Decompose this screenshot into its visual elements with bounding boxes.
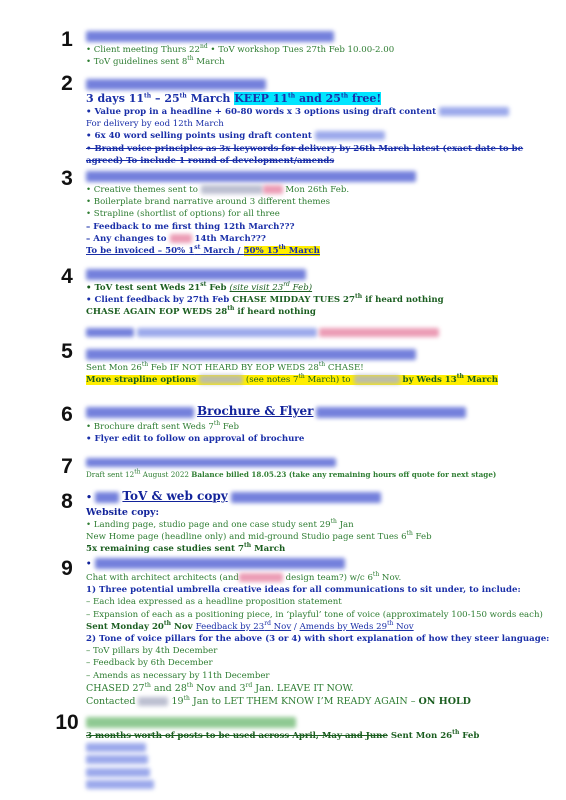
s2-line-5: agreed) To include 1 round of development/amends <box>86 155 335 166</box>
s4-line-2: • Client feedback by 27th Feb CHASE MIDDAY TUES 27th if heard nothing <box>86 293 444 306</box>
section-number-4: 4 <box>61 265 73 288</box>
section-3-title-redacted <box>86 168 552 184</box>
section-number-10: 10 <box>55 711 79 734</box>
section-4-title-redacted <box>86 266 552 282</box>
s8-line-1: • Landing page, studio page and one case study sent 29th Jan <box>86 518 354 530</box>
s9-line-11: Contacted 19th Jan to LET THEM KNOW I’M READY AGAIN – ON HOLD <box>86 694 471 707</box>
section-5-title-redacted <box>86 346 552 362</box>
section-8 <box>86 490 552 556</box>
section-5 <box>86 346 552 386</box>
s10-redacted-1 <box>86 742 552 754</box>
s9-line-10: CHASED 27th and 28th Nov and 3rd Jan. LEAVE IT NOW. <box>86 681 354 694</box>
s9-line-4: – Expansion of each as a positioning piece, in ‘playful’ tone of voice (approximately 100-150 words each) <box>86 609 543 620</box>
s2-line-4: • Brand voice principles as 3x keywords for delivery by 26th March latest (exact date to be <box>86 143 524 154</box>
s8-line-3: 5x remaining case studies sent 7th March <box>86 542 286 555</box>
s5-line-2: More strapline options (see notes 7th March) to by Weds 13th March <box>86 373 498 386</box>
section-4 <box>86 266 552 339</box>
section-7 <box>86 457 552 481</box>
s6-line-2: • Flyer edit to follow on approval of brochure <box>86 434 305 445</box>
s9-line-8: – Feedback by 6th December <box>86 658 213 669</box>
section-1 <box>86 28 552 68</box>
s9-line-5: Sent Monday 20th Nov Feedback by 23rd Nov / Amends by Weds 29th Nov <box>86 619 414 632</box>
section-6 <box>86 405 552 445</box>
section-10 <box>86 714 552 791</box>
section-number-6: 6 <box>61 403 73 426</box>
s9-line-7: – ToV pillars by 4th December <box>86 646 218 657</box>
section-9 <box>86 558 552 708</box>
section-2-title-redacted <box>86 76 552 92</box>
s3-line-2: • Boilerplate brand narrative around 3 different themes <box>86 197 330 208</box>
s3-line-4: – Feedback to me first thing 12th March??? <box>86 221 295 232</box>
s3-line-3: • Strapline (shortlist of options) for all three <box>86 209 280 220</box>
s3-line-1: • Creative themes sent to Mon 26th Feb. <box>86 185 350 195</box>
section-6-title: Brochure & Flyer <box>86 405 552 421</box>
s2-headline: 3 days 11th – 25th March KEEP 11th and 25th free! <box>86 92 382 105</box>
s9-line-2: 1) Three potential umbrella creative ideas for all communications to sit under, to include: <box>86 585 521 596</box>
s10-line-1: 3 months worth of posts to be used across April, May and June Sent Mon 26th Feb <box>86 729 480 741</box>
s9-line-9: – Amends as necessary by 11th December <box>86 670 270 681</box>
s2-line-2: For delivery by eod 12th March <box>86 119 224 130</box>
s8-subtitle: Website copy: <box>86 507 160 518</box>
s9-line-1: Chat with architect architects (and design team?) w/c 6th Nov. <box>86 571 402 583</box>
s1-line-1: • Client meeting Thurs 22nd • ToV workshop Tues 27th Feb 10.00-2.00 <box>86 43 395 55</box>
s10-redacted-4 <box>86 779 552 791</box>
s10-redacted-3 <box>86 767 552 779</box>
s9-line-6: 2) Tone of voice pillars for the above (3 or 4) with short explanation of how they steer language: <box>86 634 550 645</box>
s4-line-1: • ToV test sent Weds 21st Feb (site visit 23rd Feb) <box>86 281 313 293</box>
s4-line-3: CHASE AGAIN EOP WEDS 28th if heard nothing <box>86 305 316 318</box>
section-2 <box>86 76 552 167</box>
s1-line-2: • ToV guidelines sent 8th March <box>86 55 225 68</box>
section-8-title: • ToV & web copy <box>86 490 552 506</box>
s7-line-1: Draft sent 12th August 2022 Balance billed 18.05.23 (take any remaining hours off quote for next stage) <box>86 468 497 480</box>
s4-redacted-line <box>86 327 552 339</box>
s10-redacted-2 <box>86 754 552 766</box>
section-number-7: 7 <box>61 455 73 478</box>
section-1-title-redacted <box>86 28 552 44</box>
section-number-9: 9 <box>61 557 73 580</box>
section-number-1: 1 <box>61 28 73 51</box>
section-10-title-redacted <box>86 714 552 730</box>
s8-line-2: New Home page (headline only) and mid-ground Studio page sent Tues 6th Feb <box>86 530 432 543</box>
s2-line-3: • 6x 40 word selling points using draft content <box>86 130 552 142</box>
s9-line-3: – Each idea expressed as a headline proposition statement <box>86 597 342 608</box>
section-3 <box>86 168 552 257</box>
section-7-title-redacted <box>86 457 552 469</box>
section-9-title-redacted: • <box>86 558 552 572</box>
s3-line-6: To be invoiced – 50% 1st March / 50% 15th March <box>86 244 320 257</box>
s3-line-5: – Any changes to 14th March??? <box>86 233 266 244</box>
s6-line-1: • Brochure draft sent Weds 7th Feb <box>86 420 239 432</box>
s5-line-1: Sent Mon 26th Feb IF NOT HEARD BY EOP WEDS 28th CHASE! <box>86 361 364 373</box>
section-number-3: 3 <box>61 167 73 190</box>
section-number-8: 8 <box>61 490 73 513</box>
section-number-5: 5 <box>61 340 73 363</box>
section-number-2: 2 <box>61 72 73 95</box>
s2-line-1: • Value prop in a headline + 60-80 words x 3 options using draft content <box>86 106 552 118</box>
